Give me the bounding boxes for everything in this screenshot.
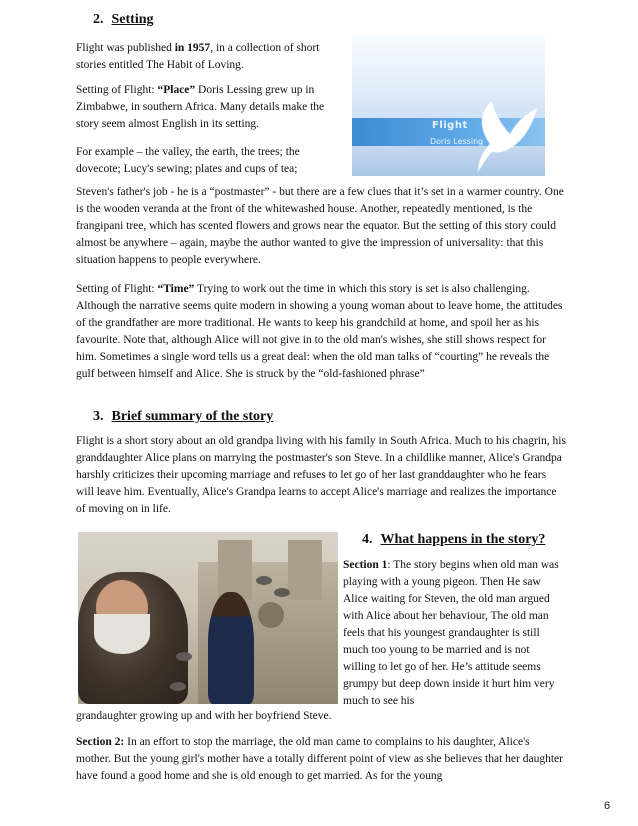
paragraph-place: Setting of Flight: “Place” Doris Lessing grew up in Zimbabwe, in southern Africa. Many details make the story seem almost English in its setting. [76,84,325,130]
pigeon-icon [170,682,186,691]
section-2-heading [93,10,154,28]
section-2-label: Section 2: [76,736,125,748]
pigeon-icon [176,652,192,661]
paragraph-summary: Flight is a short story about an old grandpa living with his family in South Africa. Much to his chagrin, his granddaughter Alice plans on marrying the postmaster's son Steve. In a childlike manner, Alice's Grandpa harshly criticizes their upcoming marriage and refuses to let go of her last granddaughter who he fears will leave him. Eventually, Alice's Grandpa learns to accept Alice's marriage and realizes the importance of moving on in life. [76,435,566,515]
section-3-number: 3. [93,409,104,424]
section-4-heading [362,530,545,548]
photo-child [208,592,254,704]
book-cover-image [352,36,545,176]
pigeon-icon [274,588,290,597]
paragraph-section-1-continued: grandaughter growing up and with her boyfriend Steve. [76,710,332,722]
paragraph-example: For example – the valley, the earth, the trees; the dovecote; Lucy's sewing; plates and cups of tea; [76,146,300,175]
section-4-title: What happens in the story? [380,532,546,547]
dove-icon [470,100,540,172]
paragraph-time: Setting of Flight: “Time” Trying to work out the time in which this story is set is also challenging. Although the narrative seems quite modern in showing a young woman about to leave home, the attitudes of the grandfather are more traditional. He wants to keep his grandchild at home, and spoil her as his favourite. Note that, although Alice will not give in to the old man's wishes, she still shows respect for him. Sometimes a single word tells us a great deal: when the old man talks of “courting” he reveals the gulf between himself and Alice. She is struck by the “old-fashioned phrase” [76,283,563,380]
section-2-title: Setting [111,12,154,27]
paragraph-published: Flight was published in 1957, in a collection of short stories entitled The Habit of Loving. [76,42,320,71]
cover-title: Flight [432,120,468,131]
section-4-number: 4. [362,532,373,547]
cover-author: Doris Lessing [430,137,484,146]
paragraph-section-1: Section 1: The story begins when old man was playing with a young pigeon. Then He saw Alice waiting for Steven, the old man argued with Alice about her behaviour, The old man feels that his youngest grandaughter is still much too young to be married and is not willing to let go of her. He’s attitude seems grumpy but deep down inside it hurt him very much to see his [343,559,559,707]
section-3-title: Brief summary of the story [111,409,274,424]
grandfather-photo [78,532,338,704]
pigeon-icon [256,576,272,585]
page-number: 6 [604,800,611,812]
section-1-label: Section 1 [343,559,388,571]
section-2-number: 2. [93,12,104,27]
paragraph-section-2: Section 2: In an effort to stop the marriage, the old man came to complains to his daughter, Alice's mother. But the young girl's mother have a totally different point of view as she believes that her daughter have found a good home and she is old enough to get married. As for the young [76,736,563,782]
section-3-heading [93,407,273,425]
paragraph-postmaster: Steven's father's job - he is a “postmaster” - but there are a few clues that it’s set in a warmer country. One is the wooden veranda at the front of the whitewashed house. Another, repeatedly mentioned, is the frangipani tree, which has scented flowers and grows near the equator. But the setting of this story could almost be anywhere – again, maybe the author wanted to give the impression of universality: that this situation happens to people everywhere. [76,186,564,266]
